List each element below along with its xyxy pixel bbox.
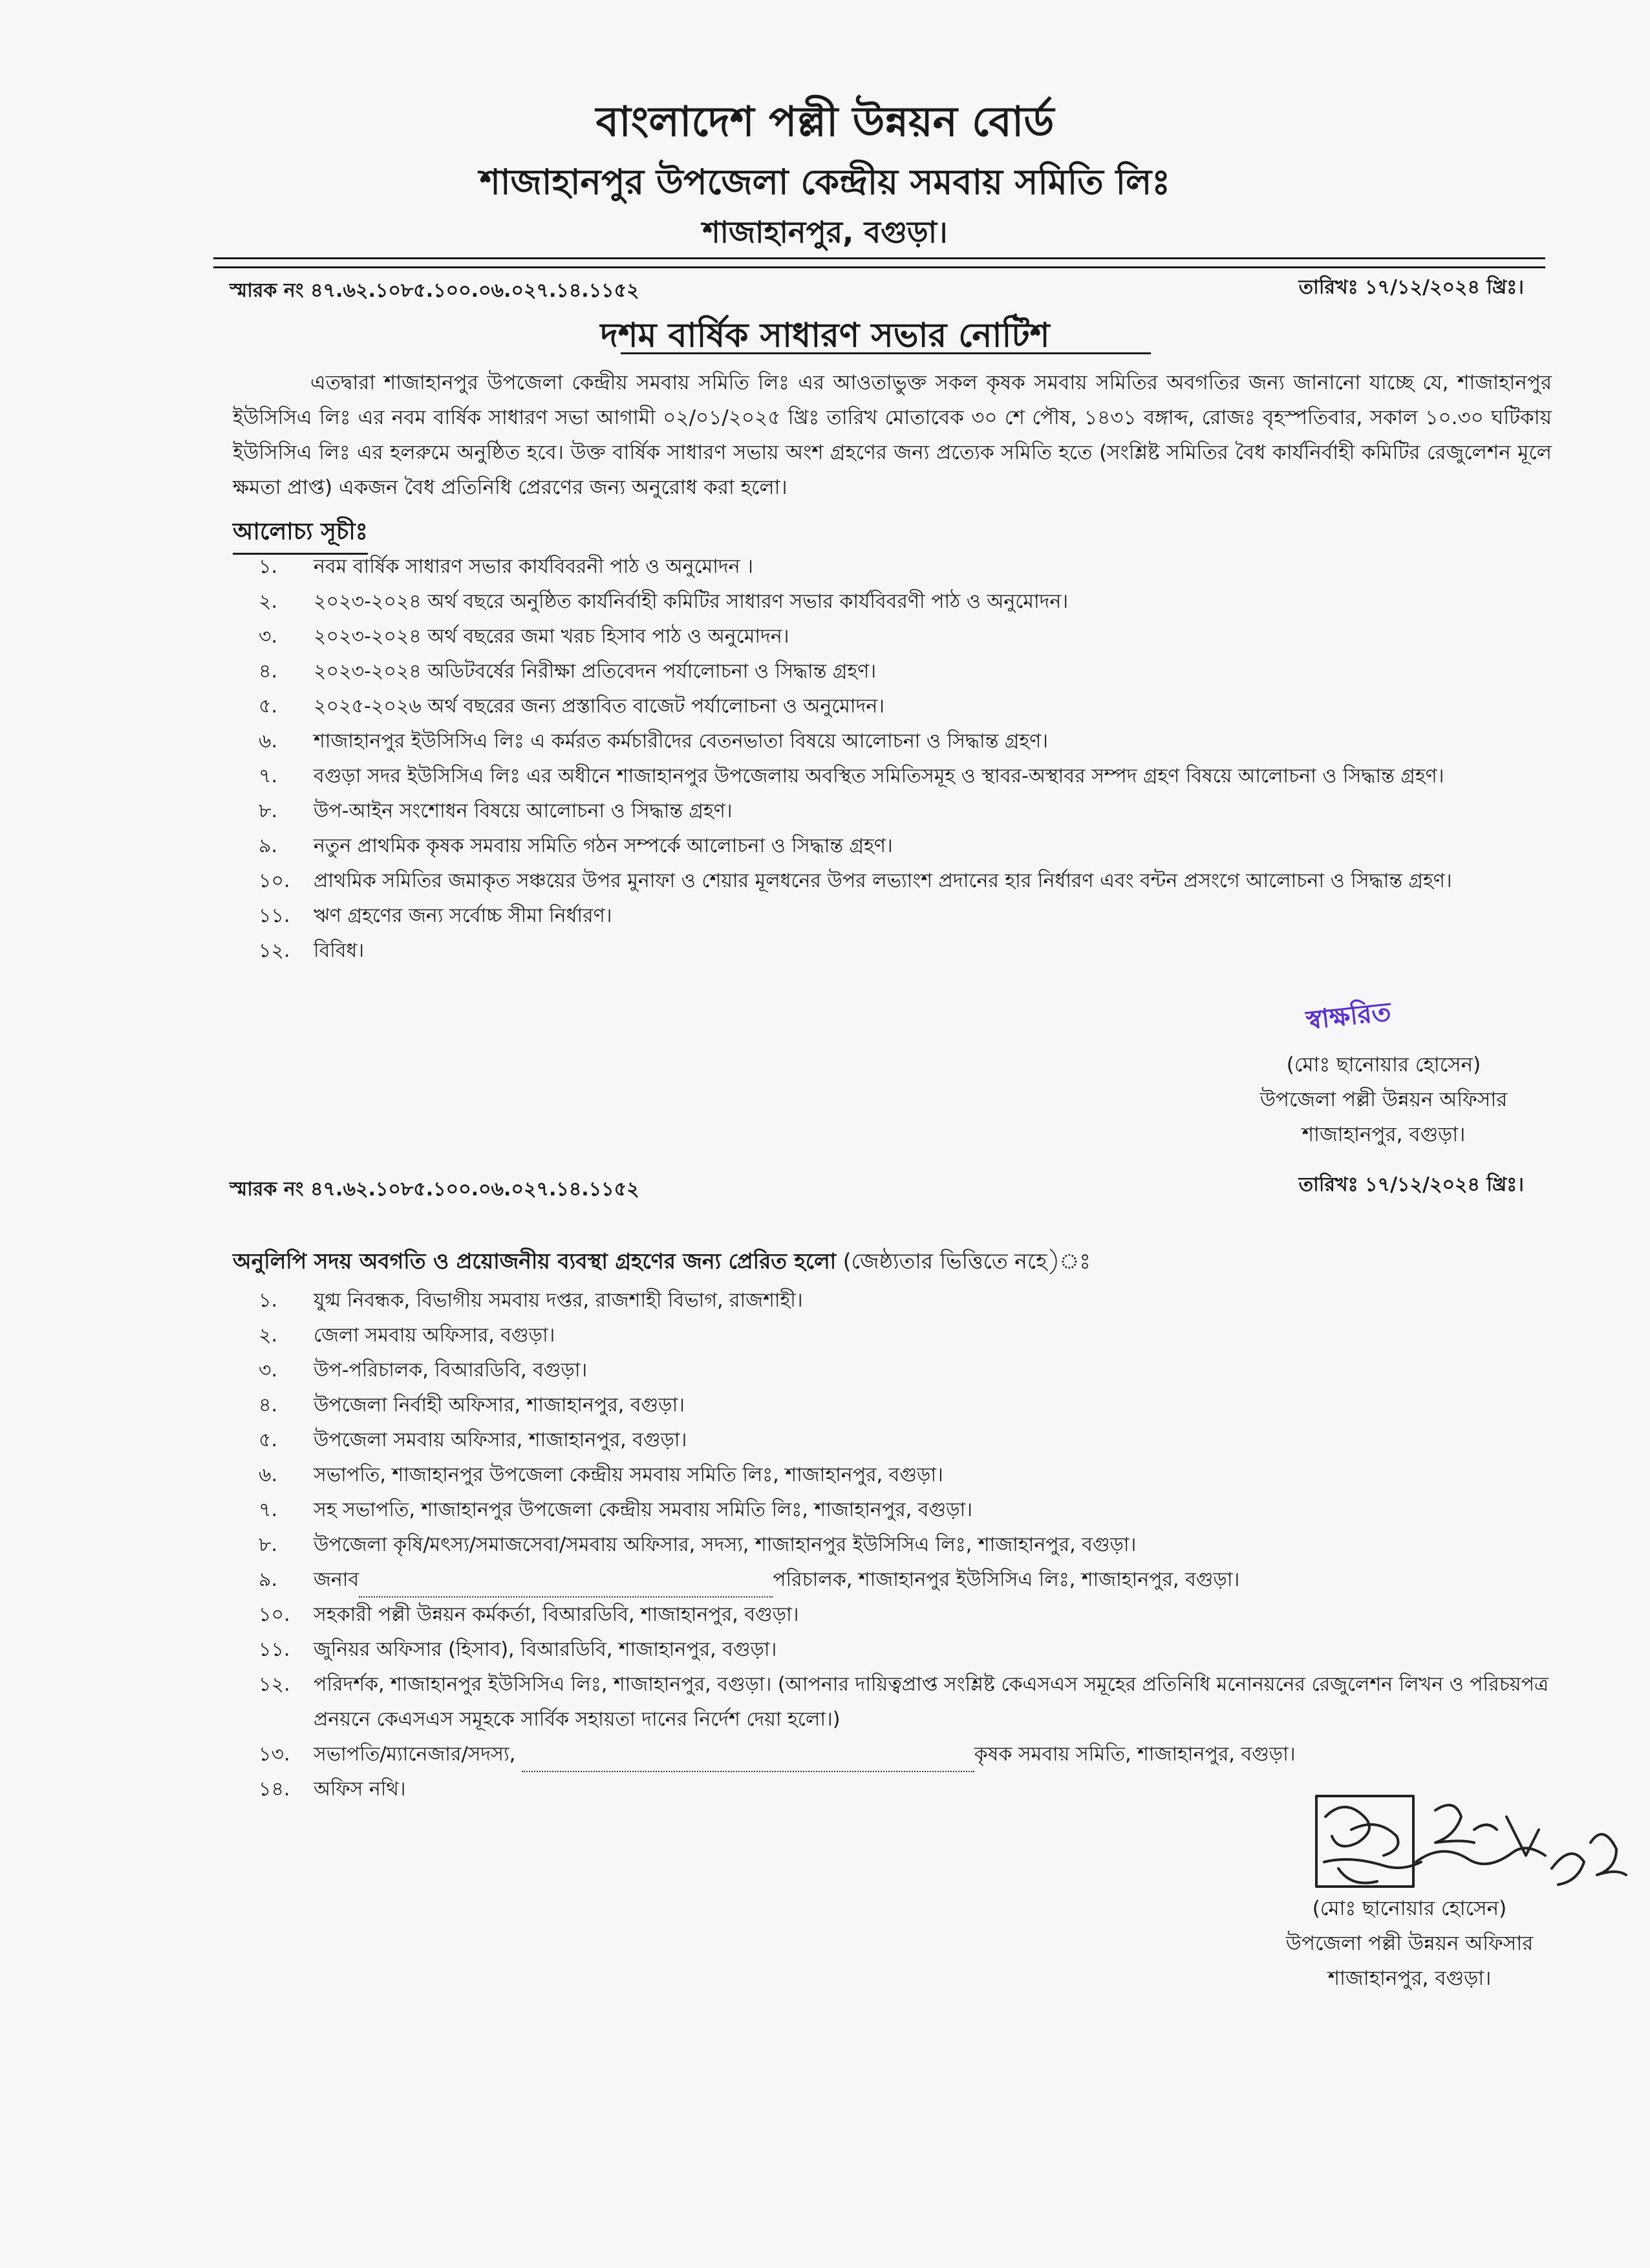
org-title: বাংলাদেশ পল্লী উন্নয়ন বোর্ড xyxy=(595,98,1055,146)
signature-stroke xyxy=(1351,1824,1398,1856)
copy-item: ১১. জুনিয়র অফিসার (হিসাব), বিআরডিবি, শাজাহানপুর, বগুড়া। xyxy=(259,1638,777,1661)
signatory-designation: উপজেলা পল্লী উন্নয়ন অফিসার xyxy=(1285,1932,1534,1955)
signature-stroke xyxy=(1435,1805,1474,1843)
header-rule-bottom xyxy=(213,266,1545,268)
blank-line xyxy=(522,1751,974,1772)
copy-item: ৬. সভাপতি, শাজাহানপুর উপজেলা কেন্দ্রীয় সমবায় সমিতি লিঃ, শাজাহানপুর, বগুড়া। xyxy=(259,1464,943,1486)
signed-stamp: স্বাক্ষরিত xyxy=(1304,997,1393,1036)
signatory-block-top xyxy=(1190,1047,1578,1152)
notice-title: দশম বার্ষিক সাধারণ সভার নোটিশ xyxy=(600,316,1050,355)
copy-item: ১. যুগ্ম নিবন্ধক, বিভাগীয় সমবায় দপ্তর, রাজশাহী বিভাগ, রাজশাহী। xyxy=(259,1289,803,1312)
agenda-item: ১. নবম বার্ষিক সাধারণ সভার কার্যবিবরনী পাঠ ও অনুমোদন । xyxy=(259,555,753,578)
notice-title-underline xyxy=(621,352,1151,354)
memo-date-copy: তারিখঃ ১৭/১২/২০২৪ খ্রিঃ। xyxy=(1298,1173,1524,1196)
signatory-block-bottom xyxy=(1216,1891,1603,1996)
location-title: শাজাহানপুর, বগুড়া। xyxy=(702,215,948,250)
copy-heading-main: অনুলিপি সদয় অবগতি ও প্রয়োজনীয় ব্যবস্থা গ্রহণের জন্য প্রেরিত হলো xyxy=(233,1248,837,1274)
signature-stroke xyxy=(1324,1859,1421,1868)
copy-item: ১২. পরিদর্শক, শাজাহানপুর ইউসিসিএ লিঃ, শাজাহানপুর, বগুড়া। (আপনার দায়িত্বপ্রাপ্ত সংশ্লিষ্ট কেএসএস সমূহের প্রতিনিধি মনোনয়নের রেজুলেশন লিখন ও পরিচয়পত্র প্রনয়নে কেএসএস সমূহকে সার্বিক সহায়তা দানের নির্দেশ দেয়া হলো।) xyxy=(259,1673,1548,1731)
copy-item: ৫. উপজেলা সমবায় অফিসার, শাজাহানপুর, বগুড়া। xyxy=(259,1429,687,1451)
agenda-item: ১১. ঋণ গ্রহণের জন্য সর্বোচ্চ সীমা নির্ধারণ। xyxy=(259,904,612,927)
signatory-designation: উপজেলা পল্লী উন্নয়ন অফিসার xyxy=(1259,1088,1508,1111)
notice-body: এতদ্বারা শাজাহানপুর উপজেলা কেন্দ্রীয় সমবায় সমিতি লিঃ এর আওতাভুক্ত সকল কৃষক সমবায় সমিতির অবগতির জন্য জানানো যাচ্ছে যে, শাজাহানপুর ইউসিসিএ লিঃ এর নবম বার্ষিক সাধারণ সভা আগামী ০২/০১/২০২৫ খ্রিঃ তারিখ মোতাবেক ৩০ শে পৌষ, ১৪৩১ বঙ্গাব্দ, রোজঃ বৃহস্পতিবার, সকাল ১০.৩০ ঘটিকায় ইউসিসিএ লিঃ এর হলরুমে অনুষ্ঠিত হবে। উক্ত বার্ষিক সাধারণ সভায় অংশ গ্রহণের জন্য প্রত্যেক সমিতি হতে (সংশ্লিষ্ট সমিতির বৈধ কার্যনির্বাহী কমিটির রেজুলেশন মূলে ক্ষমতা প্রাপ্ত) একজন বৈধ প্রতিনিধি প্রেরণের জন্য অনুরোধ করা হলো। xyxy=(233,371,1552,499)
signature-stroke xyxy=(1591,1834,1626,1875)
memo-date: তারিখঃ ১৭/১২/২০২৪ খ্রিঃ। xyxy=(1298,276,1524,299)
copy-item: ১০. সহকারী পল্লী উন্নয়ন কর্মকর্তা, বিআরডিবি, শাজাহানপুর, বগুড়া। xyxy=(259,1603,799,1626)
agenda-item: ১০. প্রাথমিক সমিতির জমাকৃত সঞ্চয়ের উপর মুনাফা ও শেয়ার মূলধনের উপর লভ্যাংশ প্রদানের হার নির্ধারণ এবং বন্টন প্রসংগে আলোচনা ও সিদ্ধান্ত গ্রহণ। xyxy=(259,870,1452,892)
agenda-item: ৩. ২০২৩-২০২৪ অর্থ বছরের জমা খরচ হিসাব পাঠ ও অনুমোদন। xyxy=(259,625,789,648)
memo-reference-copy: স্মারক নং ৪৭.৬২.১০৮৫.১০০.০৬.০২৭.১৪.১১৫২ xyxy=(230,1178,639,1201)
agenda-item: ৪. ২০২৩-২০২৪ অডিটবর্ষের নিরীক্ষা প্রতিবেদন পর্যালোচনা ও সিদ্ধান্ত গ্রহণ। xyxy=(259,660,877,683)
agenda-item: ৫. ২০২৫-২০২৬ অর্থ বছরের জন্য প্রস্তাবিত বাজেট পর্যালোচনা ও অনুমোদন। xyxy=(259,695,885,718)
signatory-name: (মোঃ ছানোয়ার হোসেন) xyxy=(1286,1053,1481,1076)
agenda-heading: আলোচ্য সূচীঃ xyxy=(233,514,368,555)
copy-heading-note: (জেষ্ঠ্যতার ভিত্তিতে নহে)ঃ xyxy=(842,1248,1091,1274)
copy-item: ১৪. অফিস নথি। xyxy=(259,1778,406,1801)
copy-item: ১৩. সভাপতি/ম্যানেজার/সদস্য, কৃষক সমবায় সমিতি, শাজাহানপুর, বগুড়া। xyxy=(259,1737,1558,1772)
agenda-item: ৮. উপ-আইন সংশোধন বিষয়ে আলোচনা ও সিদ্ধান্ত গ্রহণ। xyxy=(259,800,733,822)
blank-line xyxy=(359,1577,773,1598)
signature-stroke xyxy=(1474,1825,1497,1830)
agenda-item: ১২. বিবিধ। xyxy=(259,939,365,962)
society-title: শাজাহানপুর উপজেলা কেন্দ্রীয় সমবায় সমিতি লিঃ xyxy=(479,162,1171,202)
agenda-list xyxy=(259,550,1552,968)
agenda-item: ৯. নতুন প্রাথমিক কৃষক সমবায় সমিতি গঠন সম্পর্কে আলোচনা ও সিদ্ধান্ত গ্রহণ। xyxy=(259,835,893,857)
signature-stroke xyxy=(1338,1868,1377,1883)
signatory-name: (মোঃ ছানোয়ার হোসেন) xyxy=(1312,1897,1507,1920)
copy-item: ৮. উপজেলা কৃষি/মৎস্য/সমাজসেবা/সমবায় অফিসার, সদস্য, শাজাহানপুর ইউসিসিএ লিঃ, শাজাহানপুর, বগুড়া। xyxy=(259,1534,1137,1556)
signature-stroke xyxy=(1552,1854,1584,1885)
copy-list xyxy=(259,1283,1558,1807)
signatory-place: শাজাহানপুর, বগুড়া। xyxy=(1327,1967,1492,1990)
agenda-item: ৬. শাজাহানপুর ইউসিসিএ লিঃ এ কর্মরত কর্মচারীদের বেতনভাতা বিষয়ে আলোচনা ও সিদ্ধান্ত গ্রহণ। xyxy=(259,730,1049,753)
copy-heading xyxy=(233,1245,1091,1281)
copy-item: ২. জেলা সমবায় অফিসার, বগুড়া। xyxy=(259,1324,555,1347)
copy-item: ৪. উপজেলা নির্বাহী অফিসার, শাজাহানপুর, বগুড়া। xyxy=(259,1394,685,1417)
copy-item: ৩. উপ-পরিচালক, বিআরডিবি, বগুড়া। xyxy=(259,1359,588,1382)
signatory-place: শাজাহানপুর, বগুড়া। xyxy=(1302,1123,1466,1146)
memo-reference: স্মারক নং ৪৭.৬২.১০৮৫.১০০.০৬.০২৭.১৪.১১৫২ xyxy=(230,279,639,302)
agenda-item: ২. ২০২৩-২০২৪ অর্থ বছরে অনুষ্ঠিত কার্যনির্বাহী কমিটির সাধারণ সভার কার্যবিবরণী পাঠ ও অনুমোদন। xyxy=(259,590,1069,613)
copy-item: ৯. জনাব পরিচালক, শাজাহানপুর ইউসিসিএ লিঃ, শাজাহানপুর, বগুড়া। xyxy=(259,1563,1558,1598)
copy-item: ৭. সহ সভাপতি, শাজাহানপুর উপজেলা কেন্দ্রীয় সমবায় সমিতি লিঃ, শাজাহানপুর, বগুড়া। xyxy=(259,1499,972,1521)
agenda-item: ৭. বগুড়া সদর ইউসিসিএ লিঃ এর অধীনে শাজাহানপুর উপজেলায় অবস্থিত সমিতিসমূহ ও স্থাবর-অস্থাবর সম্পদ গ্রহণ বিষয়ে আলোচনা ও সিদ্ধান্ত গ্রহণ। xyxy=(259,765,1444,787)
header-rule-top xyxy=(213,257,1545,259)
